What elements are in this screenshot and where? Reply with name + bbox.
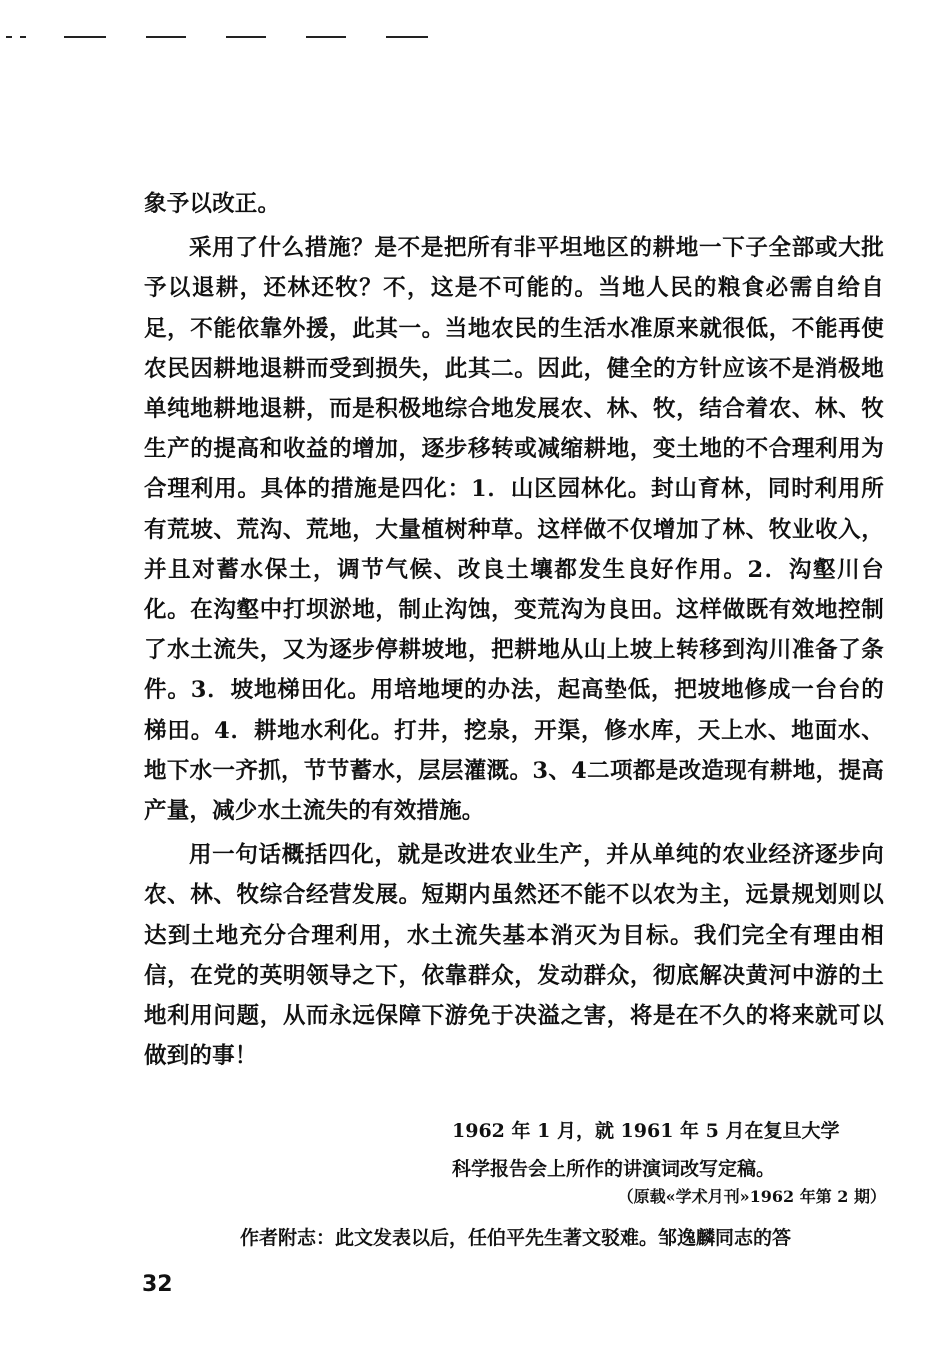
rule-dash (64, 36, 106, 38)
paragraph-continuation: 象予以改正。 (144, 191, 281, 217)
rule-dash (146, 36, 186, 38)
author-note: 作者附志：此文发表以后，任伯平先生著文驳难。邹逸麟同志的答 (240, 1227, 792, 1249)
rule-dash (226, 36, 266, 38)
rule-dash (20, 36, 26, 38)
paragraph-measures: 采用了什么措施？是不是把所有非平坦地区的耕地一下子全部或大批予以退耕，还林还牧？不，这是不可能的。当地人民的粮食必需自给自足，不能依靠外援，此其一。当地农民的生活水准原来就很低，不能再使农民因耕地退耕而受到损失，此其二。因此，健全的方针应该不是消极地单纯地耕地退耕，而是积极地综合地发展农、林、牧，结合着农、林、牧生产的提高和收益的增加，逐步移转或减缩耕地，变土地的不合理利用为合理利用。具体的措施是四化：1．山区园林化。封山育林，同时利用所有荒坡、荒沟、荒地，大量植树种草。这样做不仅增加了林、牧业收入，并且对蓄水保土，调节气候、改良土壤都发生良好作用。2．沟壑川台化。在沟壑中打坝淤地，制止沟蚀，变荒沟为良田。这样做既有效地控制了水土流失，又为逐步停耕坡地，把耕地从山上坡上转移到沟川准备了条件。3．坡地梯田化。用培地埂的办法，起高垫低，把坡地修成一台台的梯田。4．耕地水利化。打井，挖泉，开渠，修水库，天上水、地面水、地下水一齐抓，节节蓄水，层层灌溉。3、4二项都是改造现有耕地，提高产量，减少水土流失的有效措施。 (144, 235, 884, 825)
rule-dash (6, 36, 12, 38)
signature-line-2: 科学报告会上所作的讲演词改写定稿。 (452, 1158, 776, 1180)
paragraph-summary: 用一句话概括四化，就是改进农业生产，并从单纯的农业经济逐步向农、林、牧综合经营发展。短期内虽然还不能不以农为主，远景规划则以达到土地充分合理利用，水土流失基本消灭为目标。我们完全有理由相信，在党的英明领导之下，依靠群众，发动群众，彻底解决黄河中游的土地利用问题，从而永远保障下游免于决溢之害，将是在不久的将来就可以做到的事！ (144, 842, 884, 1070)
source-citation: （原载«学术月刊»1962 年第 2 期） (617, 1187, 886, 1206)
rule-dash (306, 36, 346, 38)
body-text (144, 184, 884, 1076)
header-dashed-rule (0, 0, 952, 60)
rule-dash (386, 36, 428, 38)
date-signature (452, 1112, 840, 1188)
page-number: 32 (142, 1272, 173, 1297)
signature-line-1: 1962 年 1 月，就 1961 年 5 月在复旦大学 (452, 1120, 840, 1142)
